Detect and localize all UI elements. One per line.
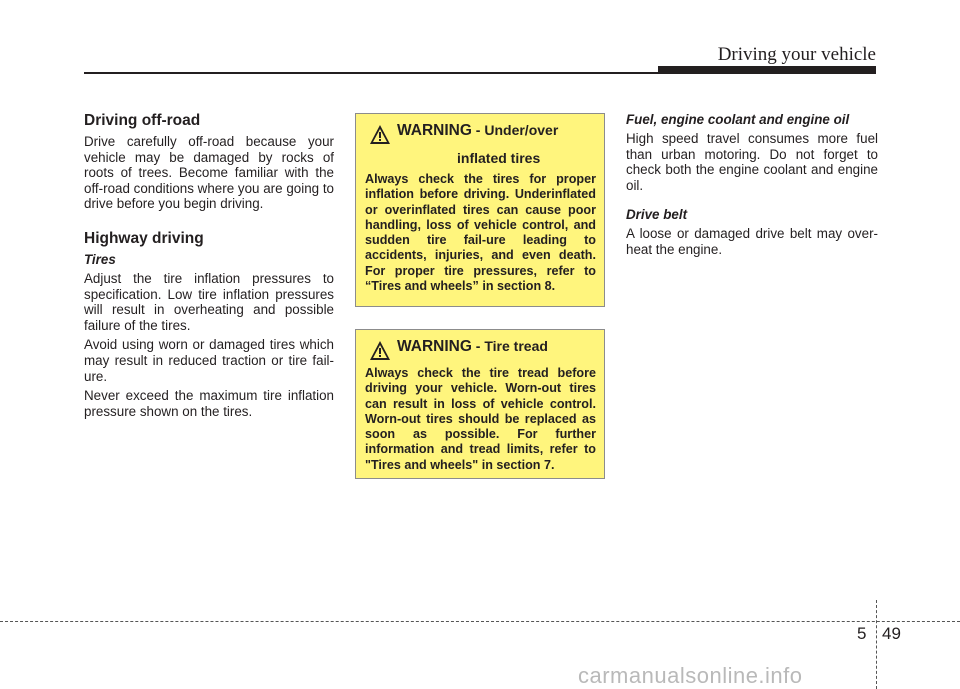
section-header-title: Driving your vehicle	[717, 44, 876, 65]
warning-triangle-icon	[369, 340, 391, 362]
warning-label: WARNING	[397, 122, 472, 139]
paragraph-tires-1: Adjust the tire inflation pressures to specification. Low tire inflation pressures will result in overheating and possible failure of the tires.	[84, 270, 334, 333]
subheading-tires: Tires	[84, 251, 116, 267]
warning-body-inflation: Always check the tires for proper inflation before driving. Underinflated or overinflated tires can cause poor handling, loss of vehicle control, and sudden tire fail-ure leading to accidents, injuries, and even death. For proper tire pressures, refer to “Tires and wheels” in section 8.	[365, 172, 596, 294]
warning-box-inflation	[355, 113, 605, 307]
paragraph-drive-belt: A loose or damaged drive belt may over-heat the engine.	[626, 226, 878, 257]
warning-label: WARNING	[397, 338, 472, 355]
paragraph-fuel: High speed travel consumes more fuel than urban motoring. Do not forget to check both the engine coolant and engine oil.	[626, 131, 878, 193]
paragraph-tires-3: Never exceed the maximum tire inflation pressure shown on the tires.	[84, 388, 334, 419]
heading-highway-driving: Highway driving	[84, 229, 204, 247]
warning-title-b: inflated tires	[457, 150, 541, 166]
chapter-number: 5	[857, 624, 867, 643]
warning-triangle-icon	[369, 124, 391, 146]
subheading-fuel: Fuel, engine coolant and engine oil	[626, 112, 850, 127]
left-column	[84, 112, 334, 423]
heading-driving-off-road: Driving off-road	[84, 112, 201, 129]
warning-box-tread	[355, 329, 605, 479]
watermark: carmanualsonline.info	[578, 663, 803, 688]
subheading-drive-belt: Drive belt	[626, 207, 688, 223]
warning-title-a: - Under/over	[471, 122, 559, 138]
page-number-divider	[876, 600, 877, 689]
footer-rule	[0, 621, 960, 622]
warning-body-tread: Always check the tire tread before driving your vehicle. Worn-out tires can result in loss of vehicle control. Worn-out tires should be replaced as soon as possible. For further information and tread limits, refer to "Tires and wheels" in section 7.	[365, 366, 596, 472]
header-rule-thick	[658, 66, 876, 74]
paragraph-tires-2: Avoid using worn or damaged tires which may result in reduced traction or tire fail-ure.	[84, 337, 334, 384]
page-number: 49	[882, 624, 901, 643]
right-column	[626, 112, 878, 262]
paragraph-off-road: Drive carefully off-road because your vehicle may be damaged by rocks of roots of trees. Become familiar with the off-road conditions where you are going to drive before you begin driving.	[84, 134, 334, 212]
warning-title: - Tire tread	[471, 338, 548, 354]
